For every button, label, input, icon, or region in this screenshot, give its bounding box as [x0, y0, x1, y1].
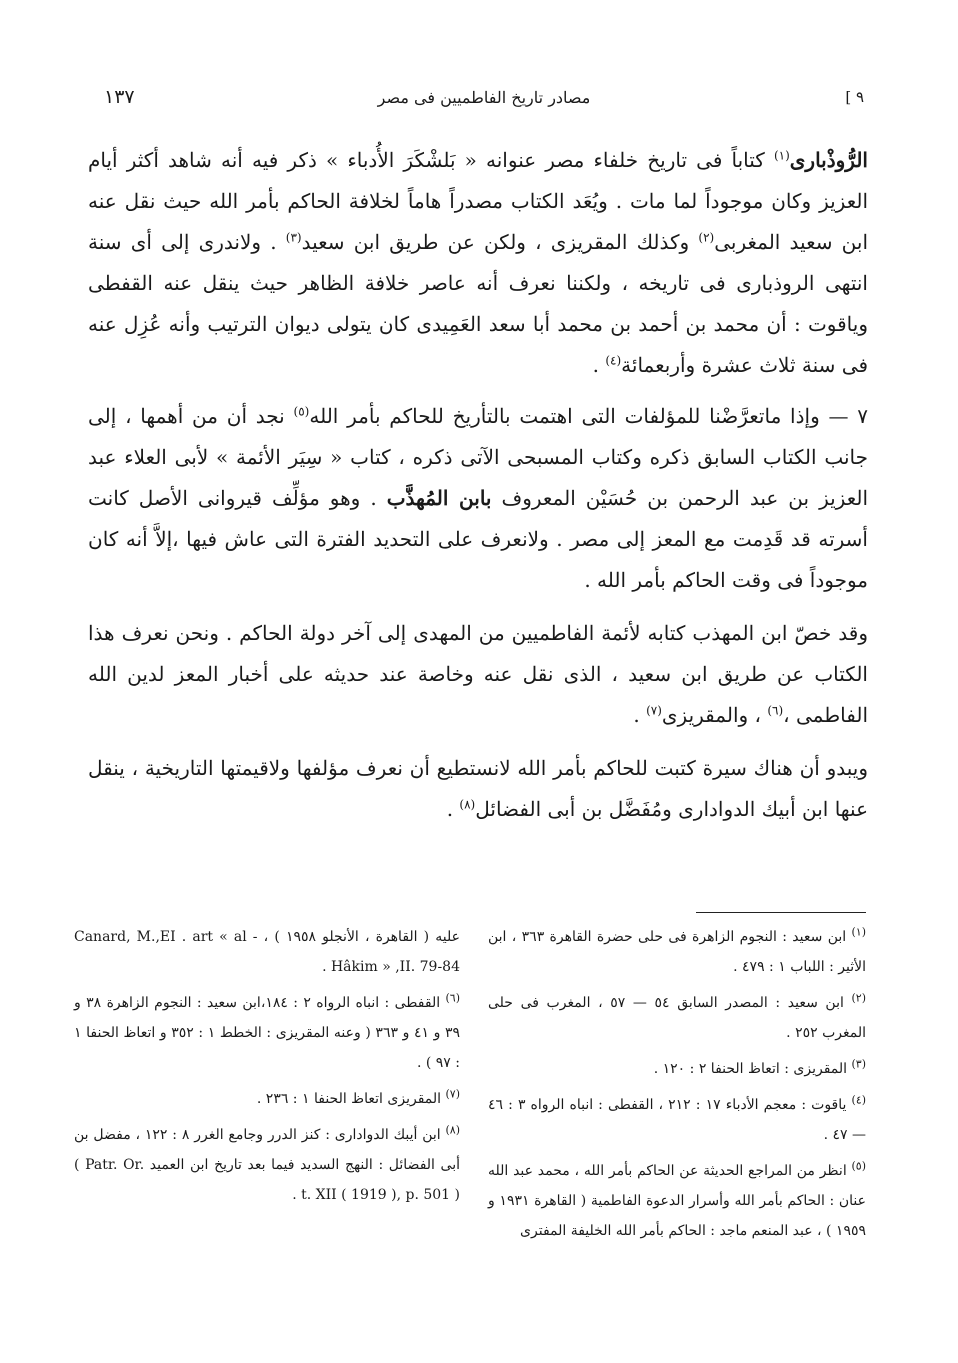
paragraph-2-text-c: . وهو مؤلِّف قيروانى الأصل كانت أسرته قد قَدِمت مع المعز إلى مصر . ولانعرف على التحديد الفترة التى عاش فيها ،إلاَّ أنه كان موجوداً فى وقت الحاكم بأمر الله . — [88, 486, 868, 592]
author-name: الرُّوذْبارى — [789, 148, 868, 172]
footnote-1 — [488, 922, 866, 982]
footnote-1-text: ابن سعيد : النجوم الزاهرة فى حلى حضرة القاهرة ٣٦٣ ، ابن الأثير : اللباب ١ : ٤٧٩ . — [488, 929, 866, 975]
paragraph-3-text-a: وقد خصّ ابن المهذب كتابه لأئمة الفاطميين من المهدى إلى آخر دولة الحاكم . ونحن نعرف هذا الكتاب عن طريق ابن سعيد ، الذى نقل عنه وخاصة عند حديثه على أخبار المعز لدين الله الفاطمى ، — [88, 621, 868, 727]
paragraph-3 — [88, 613, 868, 736]
paragraph-3-text-c: . — [633, 703, 647, 727]
footnote-ref-5: (٥) — [293, 404, 310, 419]
author-name-ibn-muhadhdhab: بابن المُهذَّب — [386, 486, 492, 510]
paragraph-2 — [88, 396, 868, 601]
footnote-4 — [488, 1090, 866, 1150]
footnote-6-text: القفطى : انباه الرواه ٢ : ١٨٤،ابن سعيد : النجوم الزاهرة ٣٨ و ٣٩ و ٤١ و ٣٦٣ ( وعنه المقريزى : الخطط ١ : ٣٥٢ و اتعاظ الحنفا ١ : ٩٧ ) . — [74, 995, 460, 1071]
footnote-1-number: (١) — [851, 925, 866, 939]
running-title: مصادر تاريخ الفاطميين فى مصر — [377, 88, 591, 107]
footnote-5-cont-arabic: عليه ( القاهرة ، الأنجلو ١٩٥٨ ) ، — [257, 929, 460, 945]
footnote-ref-6: (٦) — [767, 703, 784, 718]
main-text — [88, 140, 868, 842]
footnote-7 — [74, 1084, 460, 1114]
footnote-7-text: المقريزى اتعاظ الحنفا ١ : ٢٣٦ . — [256, 1091, 442, 1107]
footnote-separator — [696, 912, 866, 913]
chapter-mark: [ ٩ — [845, 88, 864, 106]
footnote-4-text: ياقوت : معجم الأدباء ١٧ : ٢١٢ ، القفطى : انباه الرواه ٣ : ٤٦ — ٤٧ . — [488, 1097, 866, 1143]
footnote-ref-3: (٣) — [285, 230, 302, 245]
footnote-2-number: (٢) — [851, 991, 867, 1005]
footnote-3-text: المقريزى : اتعاظ الحنفا ٢ : ١٢٠ . — [653, 1061, 848, 1077]
footnote-3-number: (٣) — [851, 1057, 866, 1071]
footnote-3 — [488, 1054, 866, 1084]
footnote-5-cont-end: . — [322, 959, 331, 975]
footnote-8-number: (٨) — [445, 1123, 461, 1137]
footnote-ref-1: (١) — [773, 148, 790, 163]
paragraph-2-text-a: ٧ — وإذا ماتعرَّضْنا للمؤلفات التى اهتمت بالتأريخ للحاكم بأمر الله — [309, 404, 869, 428]
footnote-ref-8: (٨) — [459, 797, 476, 812]
footnote-5-continuation — [74, 922, 460, 982]
footnote-2 — [488, 988, 866, 1048]
paragraph-1-text-c: . ولاندرى إلى أى سنة انتهى الروذبارى فى تاريخه ، ولكننا نعرف أنه عاصر خلافة الظاهر حيث ينقل عنه القفطى وياقوت : أن محمد بن أحمد بن محمد أبا سعد العَمِيدى كان يتولى ديوان الترتيب وأنه عُزِل عنه فى سنة ثلاث عشرة وأربعمائة — [88, 230, 868, 377]
footnote-8-latin: ( Patr. Or. t. XII ( 1919 ), p. 501 ) — [74, 1157, 460, 1203]
page-number: ١٣٧ — [104, 86, 135, 108]
footnote-8-text: ابن أيبك الدوادارى : كنز الدرر وجامع الغرر ٨ : ١٢٢ ، مفضل بن أبى الفضائل : النهج السديد فيما بعد تاريخ ابن العميد — [74, 1127, 461, 1173]
paragraph-1-text-b: وكذلك المقريزى ، ولكن عن طريق ابن سعيد — [301, 230, 699, 254]
paragraph-1 — [88, 140, 868, 386]
footnote-5-text: انظر من المراجع الحديثة عن الحاكم بأمر الله ، محمد عبد الله عنان : الحاكم بأمر الله وأسرار الدعوة الفاطمية ( القاهرة ١٩٣١ و ١٩٥٩ ) ، عبد المنعم ماجد : الحاكم بأمر الله الخليفة المفترى — [488, 1163, 866, 1239]
paragraph-2-text-b: نجد أن من أهمها ، إلى جانب الكتاب السابق ذكره وكتاب المسبحى الآتى ذكره ، كتاب « سِيَر الأئمة » لأبى العلاء عبد العزيز بن عبد الرحمن بن حُسَيْن المعروف — [88, 404, 869, 510]
paragraph-4-text-a: ويبدو أن هناك سيرة كتبت للحاكم بأمر الله لانستطيع أن نعرف مؤلفها ولاقيمتها التاريخية ، ينقل عنها ابن أبيك الدوادارى ومُفَضَّل بن أبى الفضائل — [88, 756, 868, 821]
footnote-ref-4: (٤) — [605, 353, 622, 368]
footnote-4-number: (٤) — [851, 1093, 867, 1107]
footnote-8 — [74, 1120, 460, 1210]
paragraph-4-text-b: . — [446, 797, 460, 821]
footnotes-right-column — [488, 922, 866, 1252]
footnote-ref-7: (٧) — [646, 703, 662, 718]
paragraph-3-text-b: ، والمقريزى — [661, 703, 768, 727]
footnote-7-number: (٧) — [445, 1087, 460, 1101]
footnotes-left-column — [74, 922, 460, 1216]
page-header — [104, 86, 864, 116]
footnote-ref-2: (٢) — [698, 230, 715, 245]
footnote-5 — [488, 1156, 866, 1246]
footnote-5-cont-latin: Canard, M.,EI . art « al - Hâkim » ,II. 79-84 — [74, 929, 460, 975]
paragraph-4 — [88, 748, 868, 830]
footnote-6 — [74, 988, 460, 1078]
footnote-2-text: ابن سعيد : المصدر السابق ٥٤ — ٥٧ ، المغرب فى حلى المغرب ٢٥٢ . — [488, 995, 866, 1041]
paragraph-1-text-d: . — [592, 353, 606, 377]
paragraph-1-text-a: كتاباً فى تاريخ خلفاء مصر عنوانه « بَلشْكَرَ الأُدباء » ذكر فيه أنه شاهد أكثر أيام العزيز وكان موجوداً لما مات . ويُعَد الكتاب مصدراً هاماً لخلافة الحاكم بأمر الله حيث نقل عنه ابن سعيد المغربى — [88, 148, 868, 254]
footnote-6-number: (٦) — [445, 991, 461, 1005]
footnote-5-number: (٥) — [851, 1159, 866, 1173]
footnote-8-end: . — [292, 1187, 302, 1203]
